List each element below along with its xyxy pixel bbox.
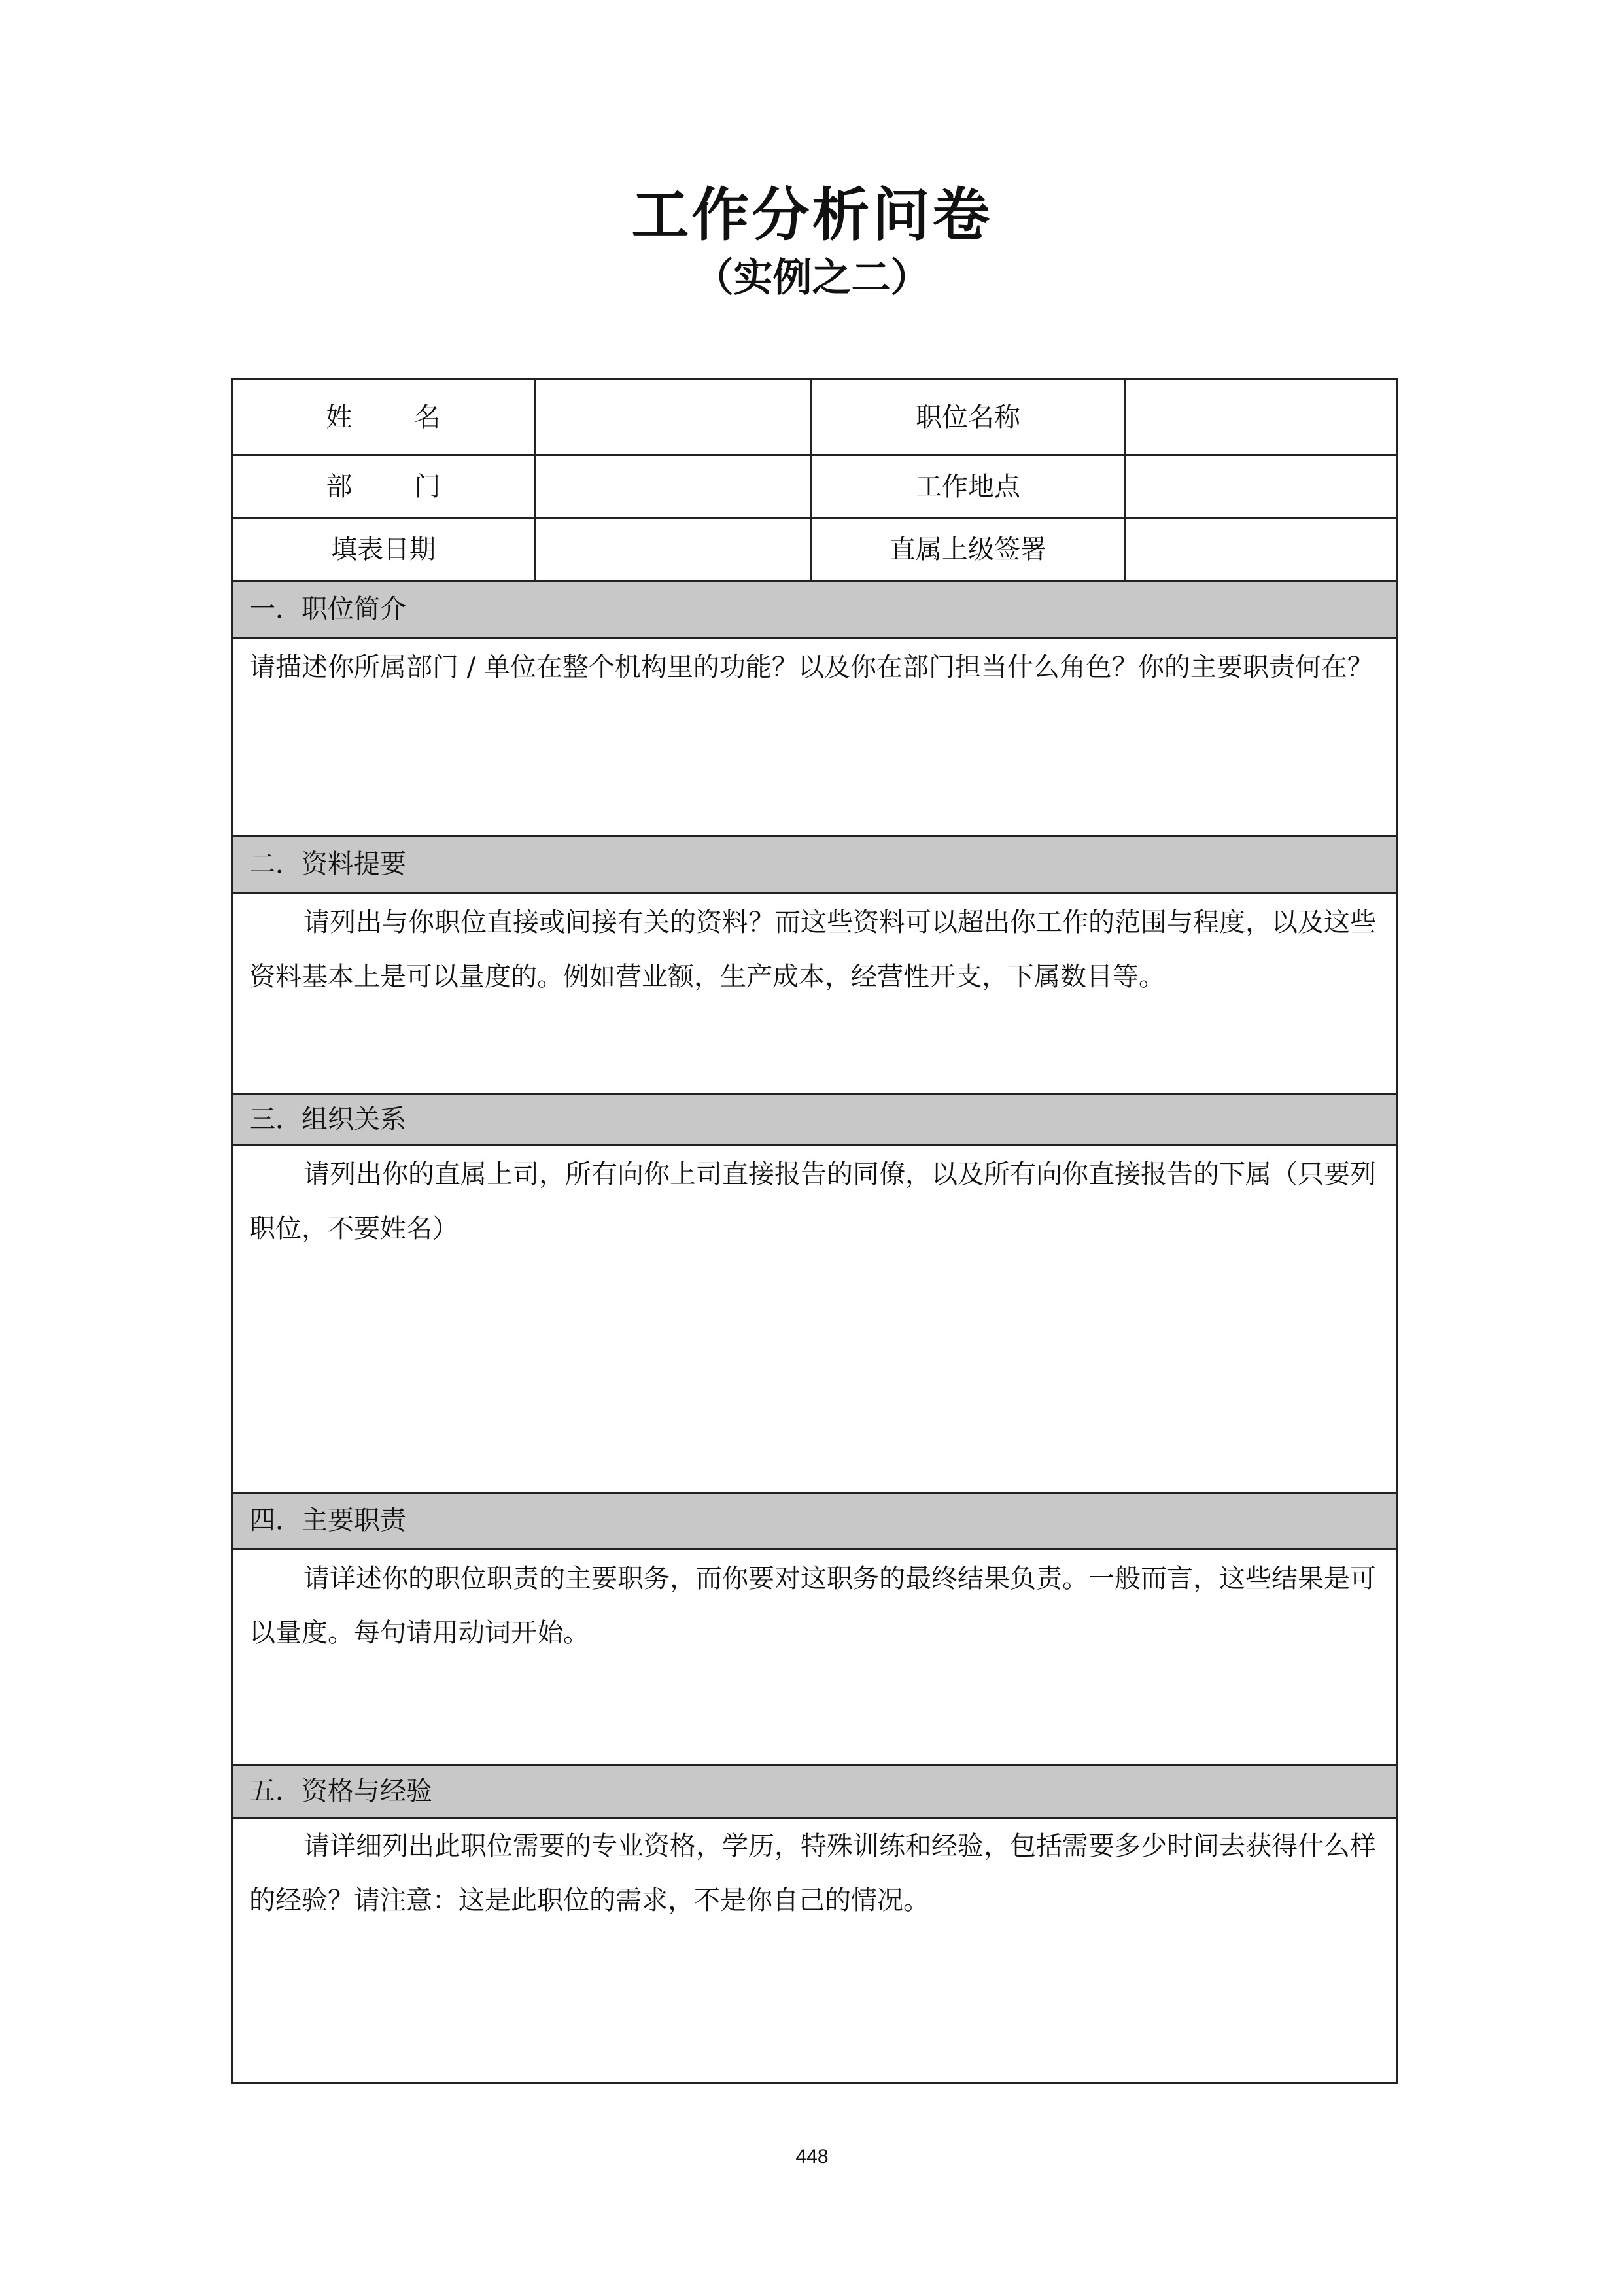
supervisor-signature-field[interactable] (1126, 519, 1396, 580)
name-field[interactable] (536, 380, 810, 454)
questionnaire-form (231, 378, 1398, 2084)
section-body-org-relations[interactable]: 请列出你的直属上司，所有向你上司直接报告的同僚，以及所有向你直接报告的下属（只要列职位，不要姓名） (249, 1159, 1376, 1244)
section-body-data-summary[interactable]: 请列出与你职位直接或间接有关的资料？而这些资料可以超出你工作的范围与程度，以及这些资料基本上是可以量度的。例如营业额，生产成本，经营性开支，下属数目等。 (249, 907, 1376, 992)
position-title-field[interactable] (1126, 380, 1396, 454)
label-fill-date: 填表日期 (331, 534, 436, 565)
section-title-data-summary: 二．资料提要 (249, 849, 406, 879)
section-body-qualifications[interactable]: 请详细列出此职位需要的专业资格，学历，特殊训练和经验，包括需要多少时间去获得什么样的经验？请注意：这是此职位的需求，不是你自己的情况。 (249, 1831, 1376, 1916)
section-band-4 (233, 1492, 1396, 1549)
label-position-title: 职位名称 (916, 402, 1020, 432)
section-title-qualifications: 五．资格与经验 (249, 1776, 432, 1806)
label-work-location: 工作地点 (916, 471, 1020, 502)
page-number: 448 (795, 2146, 829, 2167)
label-name: 姓 名 (326, 402, 441, 432)
page-subtitle: （实例之二） (694, 255, 930, 301)
page-title: 工作分析问卷 (631, 181, 993, 249)
label-supervisor-signature: 直属上级签署 (890, 534, 1046, 565)
section-band-2 (233, 836, 1396, 892)
fill-date-field[interactable] (536, 519, 810, 580)
section-title-main-duties: 四．主要职责 (249, 1505, 406, 1535)
department-field[interactable] (536, 456, 810, 517)
section-band-1 (233, 581, 1396, 637)
label-department: 部 门 (326, 471, 441, 502)
section-band-3 (233, 1094, 1396, 1144)
section-body-main-duties[interactable]: 请详述你的职位职责的主要职务，而你要对这职务的最终结果负责。一般而言，这些结果是可以量度。每句请用动词开始。 (249, 1564, 1376, 1648)
work-location-field[interactable] (1126, 456, 1396, 517)
section-title-job-summary: 一．职位简介 (249, 594, 406, 624)
section-body-job-summary[interactable]: 请描述你所属部门 / 单位在整个机构里的功能？以及你在部门担当什么角色？你的主要职责何在？ (249, 652, 1373, 682)
section-title-org-relations: 三．组织关系 (249, 1104, 406, 1134)
